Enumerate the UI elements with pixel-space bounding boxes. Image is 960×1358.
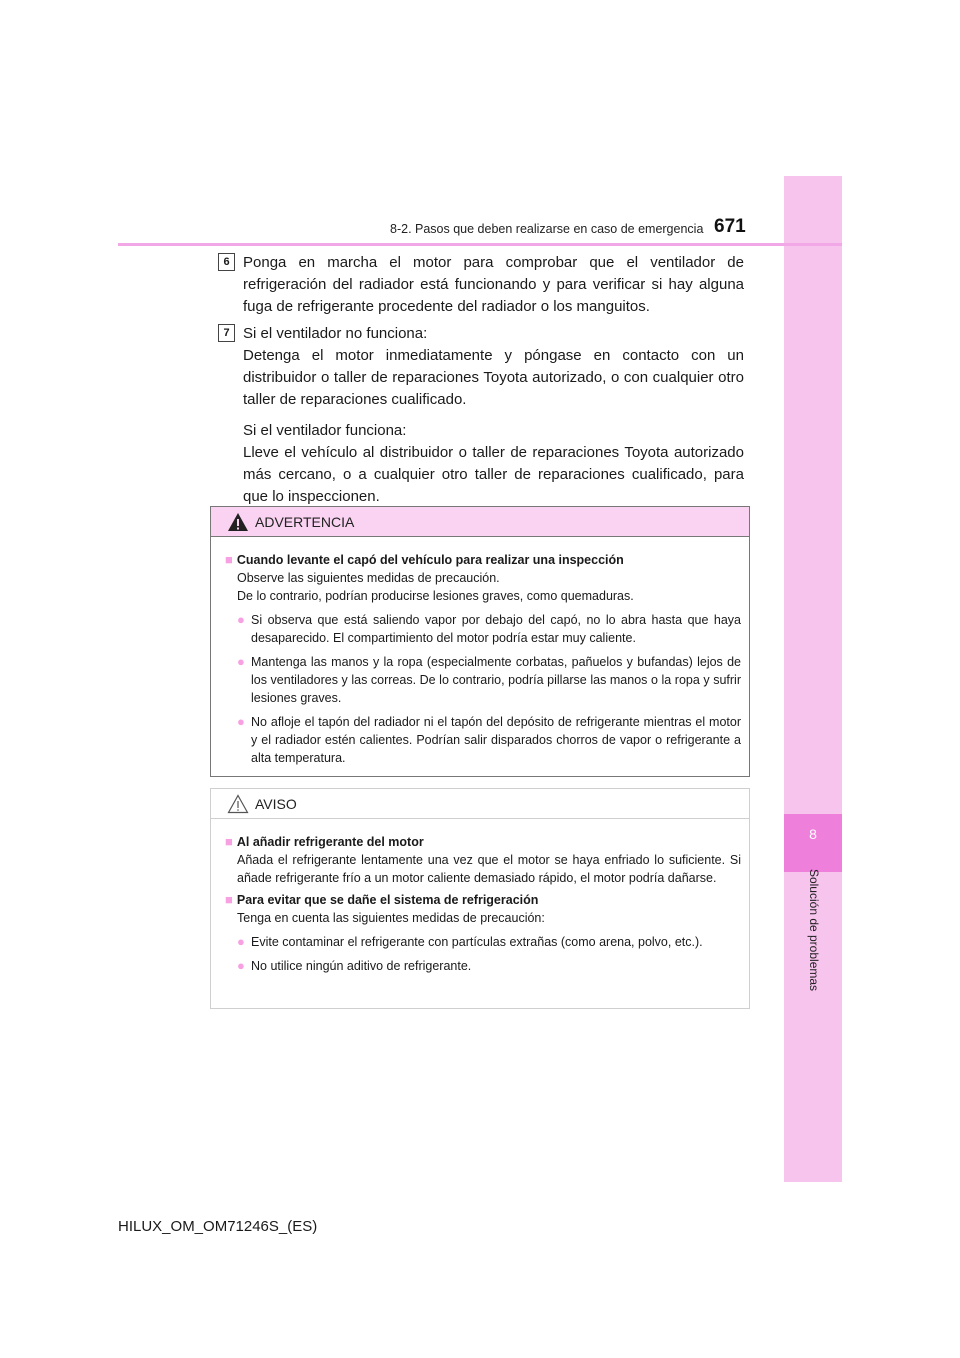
side-tab bbox=[784, 176, 842, 1182]
caution-triangle-outline-icon bbox=[227, 794, 249, 814]
warning-bullet bbox=[225, 653, 741, 707]
warning-body bbox=[211, 537, 749, 777]
notice-item-1-text: Añada el refrigerante lentamente una vez que el motor se haya enfriado lo suficiente. Si añade refrigerante frío a un motor caliente demasiado rápido, el motor podría dañarse. bbox=[237, 853, 741, 885]
warning-triangle-icon bbox=[227, 512, 249, 532]
step-6-paragraph: Ponga en marcha el motor para comprobar que el ventilador de refrigeración del radiador está funcionando y para verificar si hay alguna fuga de refrigerante procedente del radiador o los manguitos. bbox=[243, 254, 744, 315]
warning-intro-2: De lo contrario, podrían producirse lesiones graves, como quemaduras. bbox=[237, 589, 634, 603]
notice-bullet bbox=[225, 957, 741, 975]
notice-header bbox=[211, 789, 749, 819]
header-section-title: 8-2. Pasos que deben realizarse en caso de emergencia bbox=[390, 222, 704, 236]
notice-item-2-text: Tenga en cuenta las siguientes medidas de precaución: bbox=[237, 911, 545, 925]
warning-intro-1: Observe las siguientes medidas de precaución. bbox=[237, 571, 500, 585]
chapter-number: 8 bbox=[809, 826, 817, 842]
warning-bullet bbox=[225, 611, 741, 647]
circle-bullet-icon: ● bbox=[237, 958, 245, 973]
chapter-label: Solución de problemas bbox=[807, 868, 821, 992]
notice-bullet bbox=[225, 933, 741, 951]
warning-box bbox=[210, 506, 750, 777]
notice-bullet-text: No utilice ningún aditivo de refrigerante. bbox=[251, 959, 472, 973]
notice-title: AVISO bbox=[255, 795, 297, 812]
notice-item-2-title bbox=[225, 891, 741, 909]
chapter-box bbox=[784, 814, 842, 872]
step-7-text bbox=[243, 323, 744, 508]
warning-bullet-text: Mantenga las manos y la ropa (especialmente corbatas, pañuelos y bufandas) lejos de los ventiladores y las correas. De lo contrario, podría pillarse las manos o la ropa y sufrir lesiones graves. bbox=[251, 655, 741, 705]
warning-bullet bbox=[225, 713, 741, 767]
square-bullet-icon: ■ bbox=[225, 552, 233, 567]
header-rule bbox=[118, 243, 842, 246]
circle-bullet-icon: ● bbox=[237, 714, 245, 729]
square-bullet-icon: ■ bbox=[225, 892, 233, 907]
circle-bullet-icon: ● bbox=[237, 612, 245, 627]
step-7-fan-text: Lleve el vehículo al distribuidor o taller de reparaciones Toyota autorizado más cercano, o a cualquier otro taller de reparaciones cualificado, para que lo inspeccionen. bbox=[243, 444, 744, 505]
notice-item-1-title bbox=[225, 833, 741, 851]
step-7-no-fan-text: Detenga el motor inmediatamente y póngase en contacto con un distribuidor o taller de reparaciones Toyota autorizado, o con cualquier otro taller de reparaciones cualificado. bbox=[243, 347, 744, 408]
circle-bullet-icon: ● bbox=[237, 934, 245, 949]
step-7-no-fan-heading: Si el ventilador no funciona: bbox=[243, 325, 428, 342]
circle-bullet-icon: ● bbox=[237, 654, 245, 669]
notice-body bbox=[211, 819, 749, 985]
notice-box bbox=[210, 788, 750, 1009]
footer-code: HILUX_OM_OM71246S_(ES) bbox=[118, 1218, 318, 1235]
step-6-text bbox=[243, 252, 744, 318]
warning-item-title-text: Cuando levante el capó del vehículo para realizar una inspección bbox=[236, 553, 624, 567]
warning-header bbox=[211, 507, 749, 537]
warning-title: ADVERTENCIA bbox=[255, 513, 355, 530]
step-badge-7: 7 bbox=[218, 324, 235, 342]
warning-bullet-text: Si observa que está saliendo vapor por debajo del capó, no lo abra hasta que haya desaparecido. El compartimiento del motor podría estar muy caliente. bbox=[251, 613, 741, 645]
warning-bullet-text: No afloje el tapón del radiador ni el tapón del depósito de refrigerante mientras el motor y el radiador estén calientes. Podrían salir disparados chorros de vapor o refrigerante a alta temperatura. bbox=[251, 715, 741, 765]
notice-item-1-title-text: Al añadir refrigerante del motor bbox=[236, 835, 424, 849]
square-bullet-icon: ■ bbox=[225, 834, 233, 849]
page-number: 671 bbox=[714, 216, 746, 237]
warning-item-title bbox=[225, 551, 741, 569]
step-badge-6: 6 bbox=[218, 253, 235, 271]
notice-bullet-text: Evite contaminar el refrigerante con partículas extrañas (como arena, polvo, etc.). bbox=[251, 935, 703, 949]
step-7-fan-heading: Si el ventilador funciona: bbox=[243, 422, 407, 439]
notice-item-2-title-text: Para evitar que se dañe el sistema de refrigeración bbox=[236, 893, 539, 907]
